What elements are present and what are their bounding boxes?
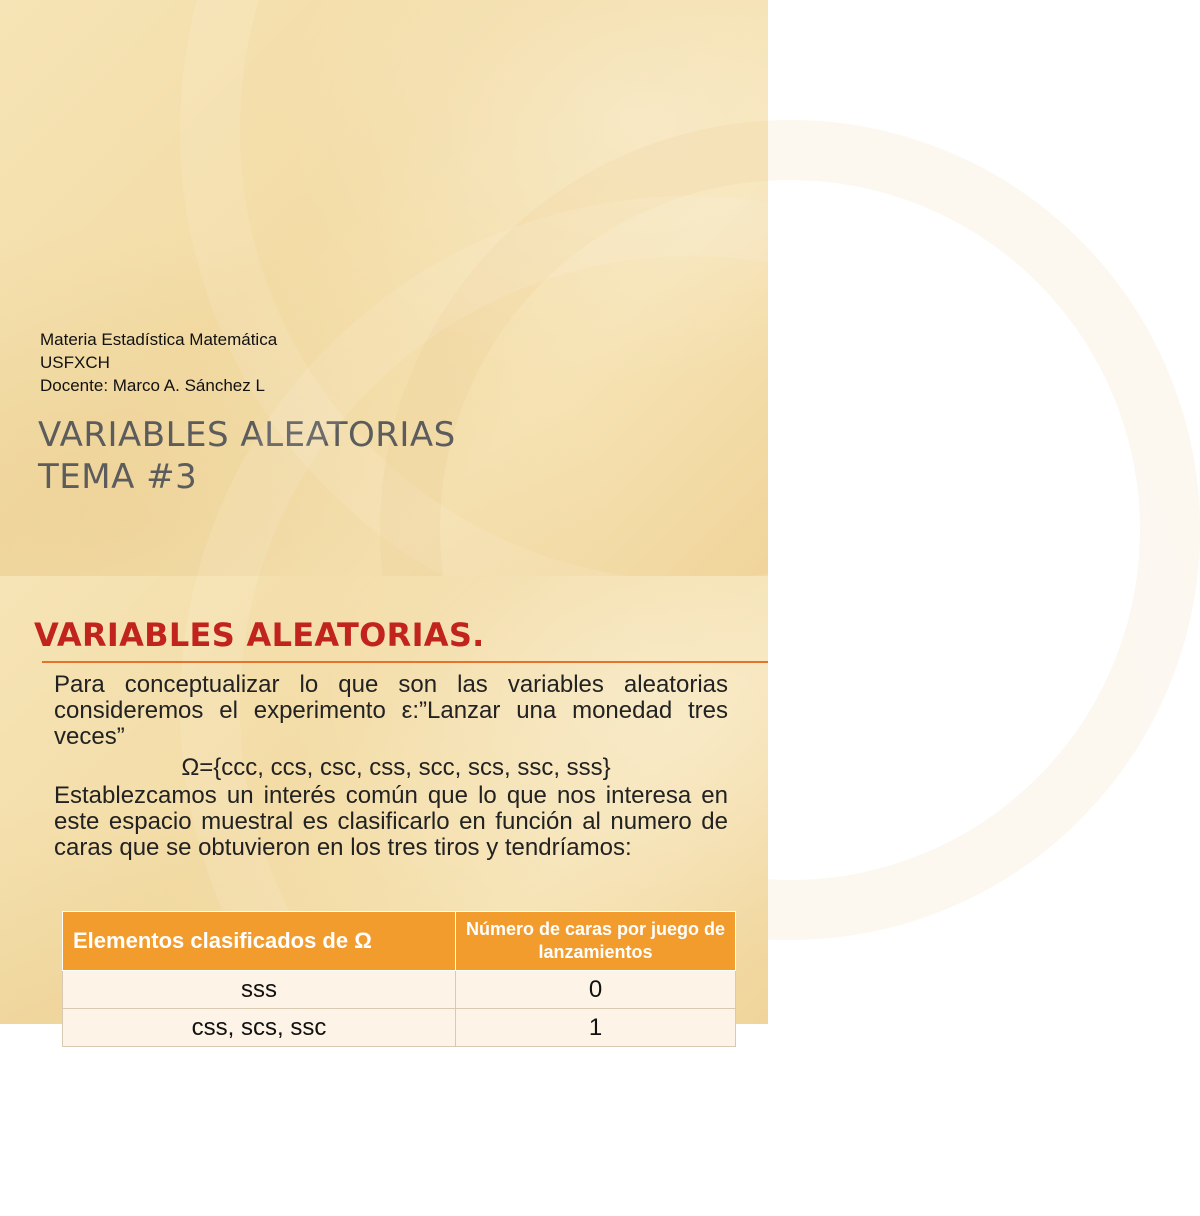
table-header-row [63,912,736,971]
slide-body [54,672,728,861]
table-cell: css, scs, ssc [63,1009,456,1047]
paragraph-interest: Establezcamos un interés común que lo que nos interesa en este espacio muestral es clasificarlo en función al numero de caras que se obtuvieron en los tres tiros y tendríamos: [54,782,728,861]
subtitle-line: Materia Estadística Matemática [40,330,278,349]
subtitle-line: USFXCH [40,353,110,372]
table-row [63,1009,736,1047]
table-cell: 1 [456,1009,736,1047]
slide-content [0,576,768,1041]
table-cell: 0 [456,971,736,1009]
title-line: VARIABLES ALEATORIAS [38,415,456,455]
column-header: Número de caras por juego de lanzamientos [456,912,736,971]
table-cell: sss [63,971,456,1009]
classification-table [62,911,736,1047]
subtitle-line: Docente: Marco A. Sánchez L [40,376,265,395]
heading-divider [42,661,768,663]
slide-heading: VARIABLES ALEATORIAS. [34,616,485,654]
column-header: Elementos clasificados de Ω [63,912,456,971]
title-line: TEMA #3 [38,457,198,497]
sample-space: Ω={ccc, ccs, csc, css, scc, scs, ssc, sss} [181,754,611,781]
table-row [63,971,736,1009]
slide-subtitle [40,328,277,397]
paragraph-intro: Para conceptualizar lo que son las variables aleatorias consideremos el experimento ε:”Lanzar una monedad tres veces” [54,671,728,750]
